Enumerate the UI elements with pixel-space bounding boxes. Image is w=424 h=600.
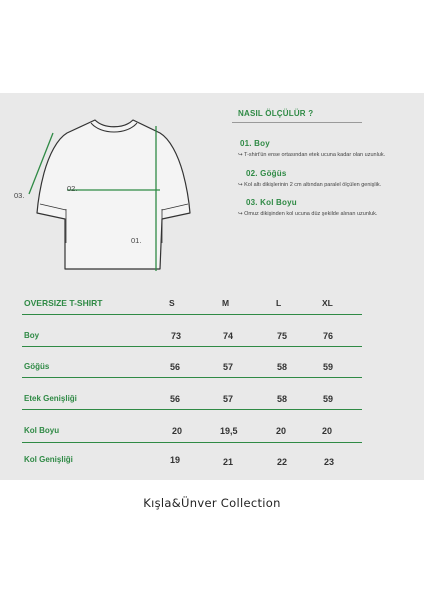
table-cell: 19,5 [220, 426, 238, 436]
table-cell: 21 [223, 457, 234, 467]
row-label: Kol Genişliği [24, 455, 73, 464]
table-cell: 20 [322, 426, 333, 436]
size-guide-panel [0, 93, 424, 480]
guide-divider [232, 122, 362, 123]
table-cell: 58 [277, 394, 288, 404]
table-cell: 23 [324, 457, 335, 467]
table-cell: 76 [323, 331, 334, 341]
row-label: Boy [24, 331, 40, 340]
guide-item-kol-desc: ↪ Omuz dikişinden kol ucuna düz şekilde alınan uzunluk. [238, 211, 378, 217]
table-divider [22, 346, 362, 347]
size-header: S [169, 298, 175, 308]
table-cell: 59 [323, 394, 334, 404]
table-cell: 19 [170, 455, 181, 465]
table-cell: 56 [170, 394, 181, 404]
row-label: Göğüs [24, 362, 50, 371]
guide-item-boy-desc: ↪ T-shirt'ün ense ortasından etek ucuna kadar olan uzunluk. [238, 152, 386, 158]
table-cell: 57 [223, 362, 234, 372]
arrow-icon: ↪ [238, 182, 245, 188]
table-cell: 20 [172, 426, 183, 436]
size-header: M [222, 298, 230, 308]
guide-item-gogus-title: 02. Göğüs [246, 169, 287, 178]
table-divider [22, 409, 362, 410]
arrow-icon: ↪ [238, 152, 245, 158]
guide-item-gogus-desc: ↪ Kol altı dikişlerinin 2 cm altından paralel ölçülen genişlik. [238, 182, 382, 188]
table-cell: 73 [171, 331, 182, 341]
table-divider [22, 377, 362, 378]
table-divider [22, 442, 362, 443]
tshirt-outline [37, 120, 190, 269]
table-cell: 20 [276, 426, 287, 436]
brand-footer: Kışla&Ünver Collection [143, 496, 281, 510]
table-divider [22, 314, 362, 315]
diagram-label-01: 01. [131, 236, 142, 245]
table-cell: 56 [170, 362, 181, 372]
table-cell: 58 [277, 362, 288, 372]
table-title: OVERSIZE T-SHIRT [24, 298, 103, 308]
table-cell: 22 [277, 457, 288, 467]
row-label: Etek Genişliği [24, 394, 77, 403]
guide-item-kol-title: 03. Kol Boyu [246, 198, 297, 207]
guide-item-boy-title: 01. Boy [240, 139, 270, 148]
diagram-label-02: 02. [67, 184, 78, 193]
guide-title: NASIL ÖLÇÜLÜR ? [238, 109, 314, 118]
size-header: L [276, 298, 282, 308]
table-cell: 57 [223, 394, 234, 404]
table-cell: 59 [323, 362, 334, 372]
size-header: XL [322, 298, 333, 308]
table-cell: 75 [277, 331, 288, 341]
row-label: Kol Boyu [24, 426, 60, 435]
arrow-icon: ↪ [238, 211, 245, 217]
table-cell: 74 [223, 331, 234, 341]
diagram-label-03: 03. [14, 191, 25, 200]
